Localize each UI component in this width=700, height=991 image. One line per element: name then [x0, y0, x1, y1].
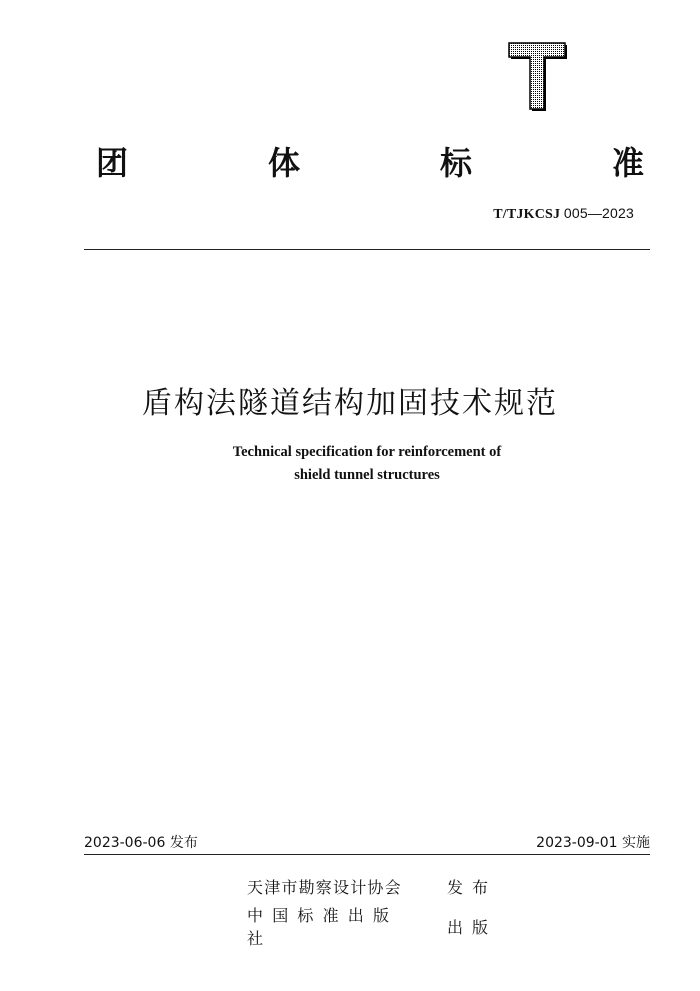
implementation-date-label: 实施 [622, 835, 650, 851]
standard-number-prefix: T/TJKCSJ [493, 207, 561, 222]
standard-number-value: 005—2023 [563, 205, 634, 221]
publisher-name: 中国标准出版社 [247, 906, 399, 948]
publisher-row [247, 903, 497, 949]
publisher-action: 出版 [447, 917, 498, 937]
implementation-date-value: 2023-09-01 [536, 835, 618, 851]
standard-t-logo-icon [507, 41, 569, 113]
standard-type-char: 体 [267, 144, 300, 182]
standard-type-char: 团 [96, 144, 129, 182]
document-title-en-line1: Technical specification for reinforcement of [232, 444, 502, 460]
standard-number [493, 205, 634, 223]
document-title-en-line2: shield tunnel structures [294, 467, 440, 483]
top-divider [84, 249, 650, 250]
document-title-cn: 盾构法隧道结构加固技术规范 [142, 386, 558, 421]
standard-type-char: 标 [439, 144, 472, 182]
implementation-date [536, 832, 650, 852]
standard-type-char: 准 [611, 144, 644, 182]
bottom-divider [84, 854, 650, 855]
publisher-action: 发布 [447, 878, 498, 897]
publisher-name: 天津市勘察设计协会 [247, 878, 402, 897]
issue-date-label: 发布 [169, 835, 198, 851]
issue-date [84, 832, 198, 852]
standard-type-heading [96, 139, 644, 183]
publisher-row [247, 875, 497, 898]
issue-date-value: 2023-06-06 [84, 835, 166, 851]
